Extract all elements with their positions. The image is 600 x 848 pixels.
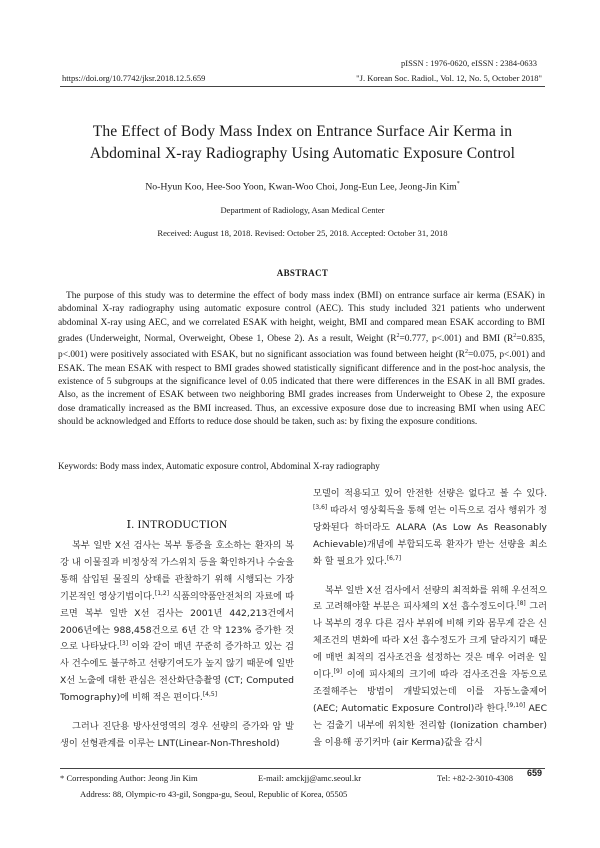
- paper-title: [60, 121, 545, 165]
- footnote-rule: [60, 768, 545, 769]
- affiliation: Department of Radiology, Asan Medical Center: [220, 205, 385, 215]
- abstract-sup-1: 2: [396, 332, 400, 339]
- abstract-sup-2: 2: [513, 332, 517, 339]
- intro-paragraph-2: 그러나 진단용 방사선영역의 경우 선량의 증가와 암 발생이 선형관계를 이루는 LNT(Linear-Non-Threshold): [60, 721, 294, 749]
- text-span: 따라서 영상획득을 통해 얻는 이득으로 검사 행위가 정당화된다 하더라도 ALARA (As Low As Reasonably Achievable)개념에 부합되도록 환자가 받는 선량을 최소화 할 필요가 있다.: [313, 504, 547, 567]
- text-span: 이에 피사체의 크기에 따라 검사조건을 자동으로 조절해주는 방법이 개발되었는데 이를 자동노출제어 (AEC; Automatic Exposure Control)라 한다.: [313, 669, 547, 714]
- citation-ref: [6,7]: [386, 554, 402, 562]
- text-span: 복부 일반 X선 검사는 복부 통증을 호소하는 환자의 복강 내 이물질과 비정상적 가스위치 등을 확인하거나 수술을 통해 삽입된 물질의 상태를 관찰하기 위해 시행되는 가장 기본적인 영상기법이다.: [60, 540, 294, 602]
- author-phone: Tel: +82-2-3010-4308: [437, 773, 514, 783]
- corresponding-mark: *: [456, 181, 460, 187]
- title-line-1: The Effect of Body Mass Index on Entrance Surface Air Kerma in: [92, 123, 513, 140]
- intro-paragraph-4: [313, 583, 547, 752]
- citation-ref: [9,10]: [507, 701, 526, 709]
- citation-ref: [8]: [517, 600, 526, 608]
- text-span: 모델이 적용되고 있어 안전한 선량은 없다고 볼 수 있다.: [313, 488, 547, 499]
- abstract-body: [58, 290, 545, 429]
- keywords-line: Keywords: Body mass index, Automatic exposure control, Abdominal X-ray radiography: [58, 461, 380, 471]
- text-span: 식품의약품안전처의 자료에 따르면 복부 일반 X선 검사는 2001년 442,213건에서 2006년에는 988,458건으로 6년 간 약 123% 증가한 것으로 나타났다.: [60, 590, 295, 653]
- abstract-heading: ABSTRACT: [276, 268, 329, 278]
- intro-paragraph-3: [313, 486, 547, 571]
- title-line-2: Abdominal X-ray Radiography Using Automatic Exposure Control: [89, 145, 516, 162]
- abstract-text-1: The purpose of this study was to determine the effect of body mass index (BMI) on entrance surface air kerma (ESAK) in abdominal X-ray radiography using automatic exposure control (AEC). This study included 321 patients who underwent abdominal X-ray using AEC, and we correlated ESAK with height, weight, BMI and compared mean ESAK according to BMI grades (Underweight, Normal, Overweight, Obese 1, Obese 2). As a result, Weight (R: [58, 291, 545, 345]
- abstract-sup-3: 2: [464, 349, 468, 356]
- doi-link[interactable]: https://doi.org/10.7742/jksr.2018.12.5.659: [62, 73, 206, 83]
- submission-dates: Received: August 18, 2018. Revised: October 25, 2018. Accepted: October 31, 2018: [157, 228, 448, 238]
- citation-ref: [3]: [119, 640, 129, 648]
- footnote-corresponding: [60, 773, 530, 783]
- text-span: 이와 같이 매년 꾸준히 증가하고 있는 검사 건수에도 불구하고 선량기여도가 높지 않기 때문에 일반 X선 노출에 대한 관심은 전산화단층촬영 (CT; Computed Tomography)에 비해 적은 편이다.: [60, 641, 294, 704]
- journal-citation: "J. Korean Soc. Radiol., Vol. 12, No. 5, October 2018": [356, 73, 542, 83]
- issn-line: pISSN : 1976-0620, eISSN : 2384-0633: [400, 58, 537, 68]
- header-rule: [60, 86, 545, 87]
- footnote-address: Address: 88, Olympic-ro 43-gil, Songpa-gu, Seoul, Republic of Korea, 05505: [80, 789, 348, 799]
- citation-ref: [9]: [333, 668, 343, 675]
- citation-ref: [4,5]: [202, 691, 218, 699]
- author-email[interactable]: E-mail: amckjj@amc.seoul.kr: [258, 773, 362, 783]
- right-column: [313, 486, 547, 752]
- authors-text: No-Hyun Koo, Hee-Soo Yoon, Kwan-Woo Choi, Jong-Eun Lee, Jeong-Jin Kim: [145, 181, 457, 193]
- text-span: AEC는 검출기 내부에 위치한 전리함 (Ionization chamber)을 이용해 공기커마 (air Kerma)값을 감시: [313, 702, 547, 748]
- introduction-heading: Ⅰ. INTRODUCTION: [126, 518, 228, 531]
- abstract-text-3: =0.835, p<.001) were positively associated with ESAK, but no significant association was found between height (R: [58, 334, 545, 361]
- citation-ref: [1,2]: [154, 589, 170, 597]
- author-list: [60, 181, 545, 192]
- text-span: 복부 일반 X선 검사에서 선량의 최적화를 위해 우선적으로 고려해야할 부분은 피사체의 X선 흡수정도이다.: [313, 584, 547, 613]
- corresponding-author: * Corresponding Author: Jeong Jin Kim: [60, 773, 198, 783]
- citation-ref: [3,6]: [313, 503, 328, 511]
- page-number: 659: [526, 768, 542, 778]
- abstract-text-2: =0.777, p<.001) and BMI (R: [399, 334, 514, 345]
- left-column: [60, 538, 294, 753]
- abstract-text-4: =0.075, p<.001) and ESAK. The mean ESAK with respect to BMI grades showed statistically significant difference and in the post-hoc analysis, the existence of 5 subgroups at the significance level of 0.05 indicated that there were differences in the ESAK in all BMI grades. Also, as the increment of ESAK between two neighboring BMI grades increases from Underweight to Obese 2, the exposure dose dramatically increased as the BMI increased. Thus, an excessive exposure dose due to increasing BMI when using AEC should be acknowledged and Efforts to reduce dose should be taken, such as: by fixing the exposure conditions.: [58, 350, 546, 427]
- text-span: 그러나 복부의 경우 다른 검사 부위에 비해 키와 몸무게 같은 신체조건의 변화에 따라 X선 흡수정도가 크게 달라지기 때문에 매번 최적의 검사조건을 설정하는 것은 매우 어려운 일이다.: [313, 601, 548, 681]
- intro-paragraph-1: [60, 538, 294, 707]
